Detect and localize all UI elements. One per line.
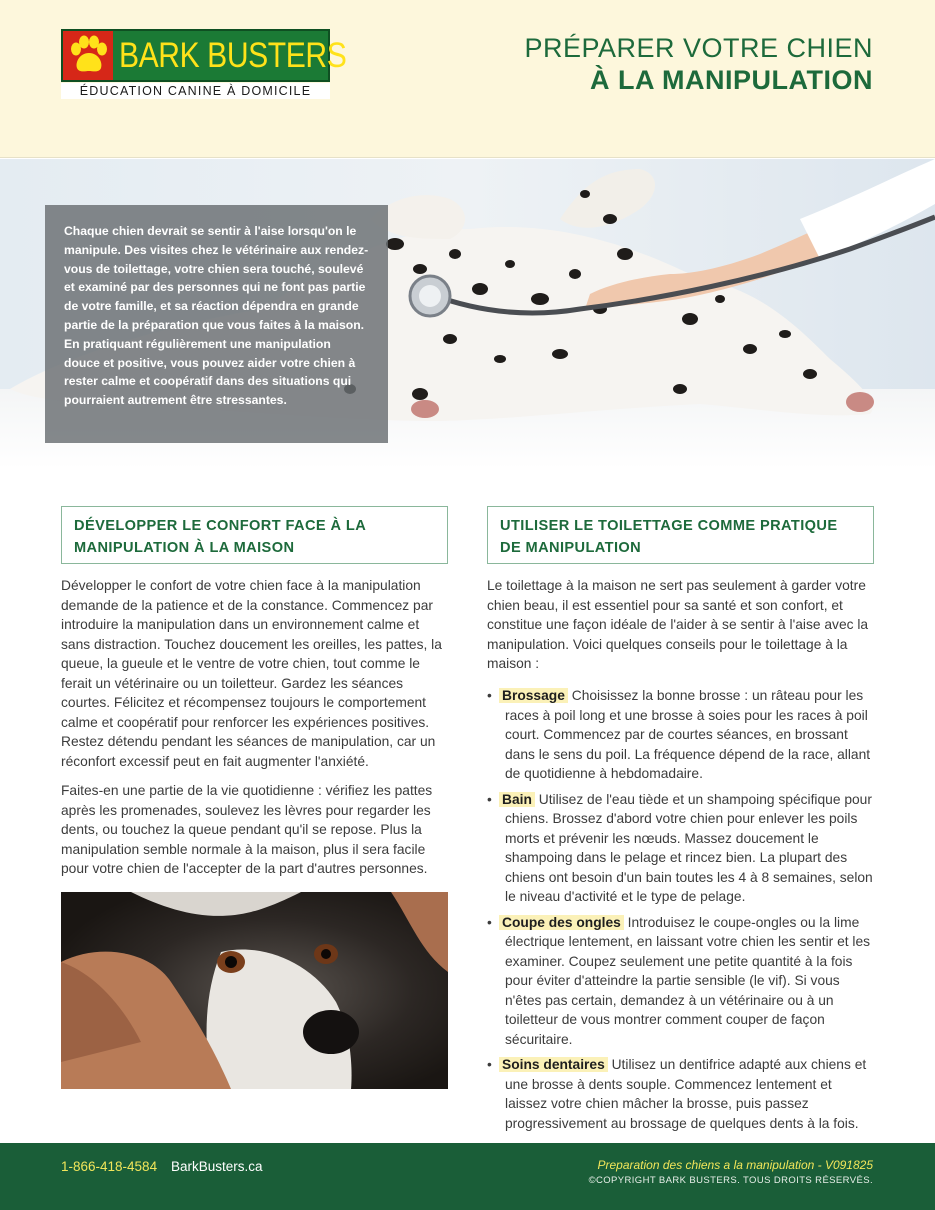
title-line-1: PRÉPARER VOTRE CHIEN — [524, 33, 873, 63]
left-section-body — [61, 576, 449, 889]
page-header — [0, 0, 935, 158]
list-item — [487, 790, 877, 907]
tip-term: Brossage — [499, 688, 568, 703]
intro-text: Chaque chien devrait se sentir à l'aise lorsqu'on le manipule. Des visites chez le vétérinaire aux rendez-vous de toilettage, votre chien sera touché, soulevé et examiné par des personnes qui ne font pas partie de votre famille, et sa réaction dépendra en grande partie de la préparation que vous faites à la maison. En pratiquant régulièrement une manipulation douce et positive, vous pouvez aider votre chien à rester calme et coopératif dans des situations qui pourraient autrement être stressantes. — [45, 205, 388, 443]
phone-number[interactable]: 1-866-418-4584 — [61, 1159, 158, 1174]
logo-tagline: ÉDUCATION CANINE À DOMICILE — [61, 83, 330, 99]
bullet: • — [487, 914, 492, 930]
tip-term: Coupe des ongles — [499, 915, 624, 930]
bullet: • — [487, 688, 492, 703]
bark-busters-logo — [61, 29, 347, 99]
dog-face-photo — [61, 892, 448, 1089]
logo-banner — [61, 29, 347, 82]
list-item — [487, 1055, 877, 1133]
hero-banner — [0, 159, 935, 469]
document-reference: Preparation des chiens a la manipulation - V091825 — [597, 1158, 873, 1172]
page-footer — [0, 1143, 935, 1210]
tip-text: Utilisez de l'eau tiède et un shampoing spécifique pour chiens. Brossez d'abord votre chien pour enlever les poils morts et prévenir les nœuds. Massez doucement le shampoing dans le pelage et rincez bien. La plupart des chiens ont besoin d'un bain toutes les 4 à 8 semaines, selon le niveau d'activité et le type de pelage. — [505, 791, 873, 904]
left-paragraph-2: Faites-en une partie de la vie quotidienne : vérifiez les pattes après les promenades, soulevez les lèvres pour regarder les dents, ou touchez la queue pendant qu'il se repose. Plus la manipulation semble normale à la maison, plus il sera facile pour votre chien de l'accepter de la part d'autres personnes. — [61, 783, 433, 876]
tip-text: Introduisez le coupe-ongles ou la lime électrique lentement, en laissant votre chien les sentir et les examiner. Coupez seulement une petite quantité à la fois pour éviter d'atteindre la partie sensible (le vif). Si vous n'êtes pas certain, demandez à un vétérinaire ou à un toiletteur de vous montrer comment couper de façon sécuritaire. — [505, 914, 871, 1047]
left-paragraph-1: Développer le confort de votre chien face à la manipulation demande de la patience et de la constance. Commencez par introduire la manipulation dans un environnement calme et sans distraction. Touchez doucement les oreilles, les pattes, la queue, la gueule et le ventre de votre chien, tout comme le ferait un vétérinaire ou un toiletteur. Gardez les séances courtes. Félicitez et récompensez toujours le comportement calme et coopératif pour renforcer les expériences positives. Restez détendu pendant les séances de manipulation, car un réconfort excessif peut en fait augmenter l'anxiété. — [61, 578, 442, 769]
bullet: • — [487, 1057, 492, 1072]
list-item — [487, 913, 877, 1050]
page-title — [524, 32, 873, 96]
right-section-intro: Le toilettage à la maison ne sert pas seulement à garder votre chien beau, il est essentiel pour sa santé et son confort, et constitue une façon idéale de l'aider à se sentir à l'aise avec la manipulation. Voici quelques conseils pour le toilettage à la maison : — [487, 578, 869, 671]
tip-text: Choisissez la bonne brosse : un râteau pour les races à poil long et une brosse à soies pour les races à poil court. Commencez par de courtes séances, en brossant dans le sens du poil. La fréquence dépend de la race, allant de quotidienne à hebdomadaire. — [505, 688, 871, 781]
title-line-2: À LA MANIPULATION — [590, 65, 873, 95]
tip-term: Soins dentaires — [499, 1057, 608, 1072]
left-section-heading: DÉVELOPPER LE CONFORT FACE À LA MANIPULATION À LA MAISON — [61, 506, 448, 564]
dog-face-hands-photo — [61, 892, 448, 1089]
paw-icon — [63, 31, 113, 80]
grooming-tips-list — [487, 686, 877, 1139]
list-item — [487, 686, 877, 784]
logo-name: BARK BUSTERS — [119, 36, 347, 75]
tip-text: Utilisez un dentifrice adapté aux chiens et une brosse à dents souple. Commencez lentement et laissez votre chien mâcher la brosse, puis passez progressivement au brossage de quelques dents à la fois. — [505, 1057, 867, 1131]
right-section-heading: UTILISER LE TOILETTAGE COMME PRATIQUE DE MANIPULATION — [487, 506, 874, 564]
copyright-notice: ©COPYRIGHT BARK BUSTERS. TOUS DROITS RÉSERVÉS. — [588, 1175, 873, 1186]
tip-term: Bain — [499, 792, 535, 807]
website-link[interactable]: BarkBusters.ca — [171, 1159, 263, 1174]
bullet: • — [487, 791, 492, 807]
